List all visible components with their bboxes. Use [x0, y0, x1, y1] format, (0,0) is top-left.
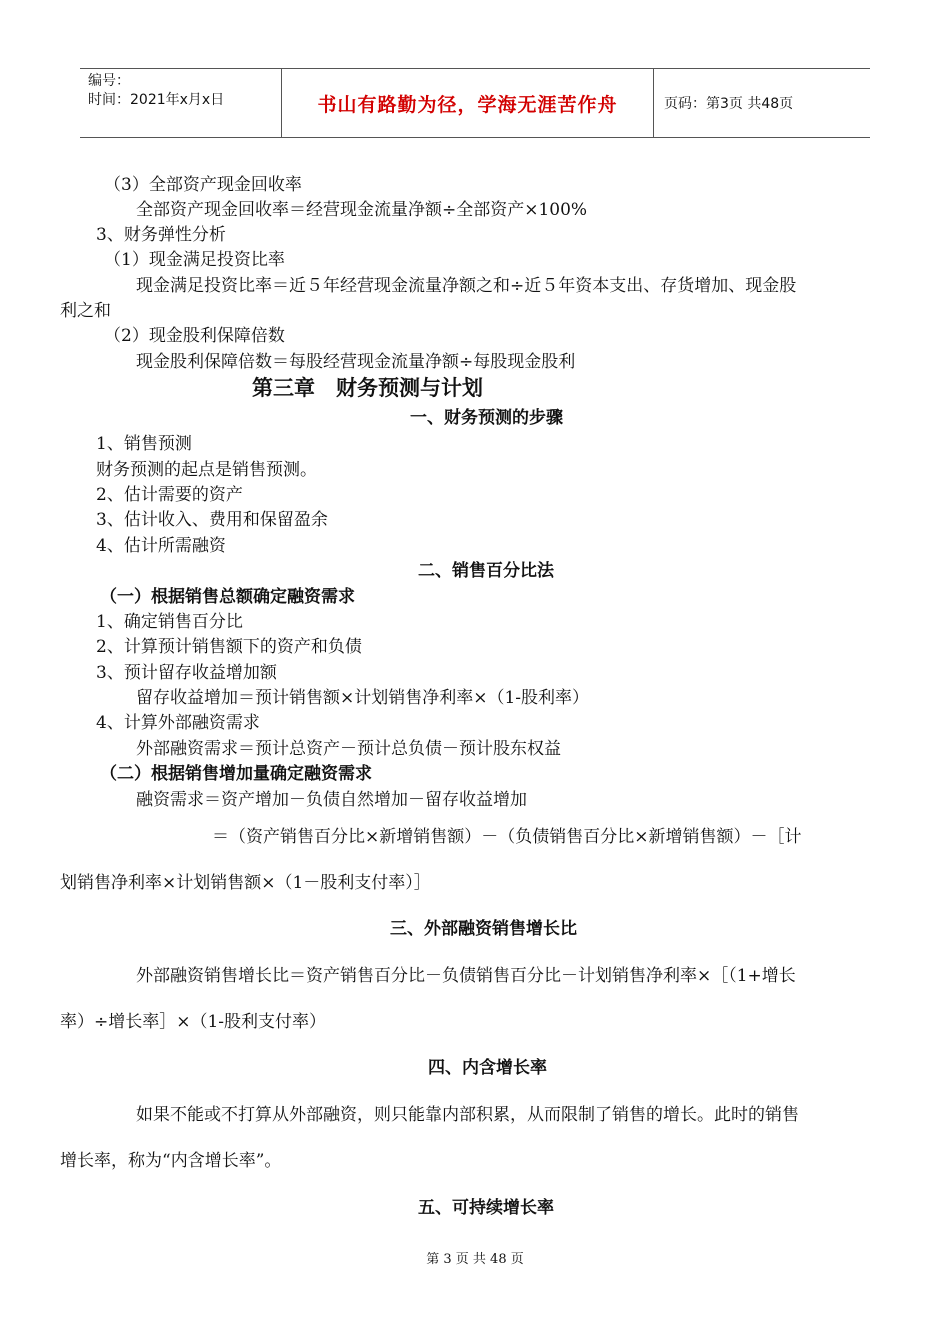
text-line: 3、预计留存收益增加额 [96, 663, 277, 683]
header-meta [80, 69, 282, 137]
text-line: ＝（资产销售百分比×新增销售额）－（负债销售百分比×新增销售额）－［计 [212, 827, 802, 847]
header-page-info: 页码：第3页 共48页 [664, 96, 794, 112]
section-heading: 三、外部融资销售增长比 [390, 919, 577, 939]
text-line: 4、计算外部融资需求 [96, 713, 260, 733]
header-motto: 书山有路勤为径，学海无涯苦作舟 [282, 69, 654, 137]
text-line: 3、估计收入、费用和保留盈余 [96, 510, 328, 530]
time-label: 时间：2021年x月x日 [88, 92, 225, 108]
subsection-heading: （二）根据销售增加量确定融资需求 [100, 764, 372, 784]
text-line: 融资需求＝资产增加－负债自然增加－留存收益增加 [136, 790, 527, 810]
text-line: 3、财务弹性分析 [96, 225, 226, 245]
text-line: 1、销售预测 [96, 434, 192, 454]
text-line: 4、估计所需融资 [96, 536, 226, 556]
text-line: 率）÷增长率］×（1-股利支付率） [60, 1012, 327, 1032]
text-line: 利之和 [60, 301, 111, 321]
text-line: 全部资产现金回收率＝经营现金流量净额÷全部资产×100% [136, 200, 588, 220]
text-line: 留存收益增加＝预计销售额×计划销售净利率×（1-股利率） [136, 688, 590, 708]
text-line: 财务预测的起点是销售预测。 [96, 460, 317, 480]
page-footer: 第 3 页 共 48 页 [426, 1252, 524, 1267]
text-line: 现金股利保障倍数＝每股经营现金流量净额÷每股现金股利 [136, 352, 576, 372]
chapter-title: 第三章 财务预测与计划 [252, 375, 483, 400]
text-line: 2、估计需要的资产 [96, 485, 243, 505]
section-heading: 二、销售百分比法 [418, 561, 554, 581]
text-line: 外部融资销售增长比＝资产销售百分比－负债销售百分比－计划销售净利率×［（1+增长 [136, 966, 796, 986]
number-label: 编号： [88, 73, 130, 89]
text-line: 增长率，称为“内含增长率”。 [60, 1151, 282, 1171]
text-line: 2、计算预计销售额下的资产和负债 [96, 637, 362, 657]
text-line: （1）现金满足投资比率 [104, 250, 285, 270]
section-heading: 五、可持续增长率 [418, 1198, 554, 1218]
section-heading: 四、内含增长率 [428, 1058, 547, 1078]
text-line: 如果不能或不打算从外部融资，则只能靠内部积累，从而限制了销售的增长。此时的销售 [136, 1105, 799, 1125]
text-line: （2）现金股利保障倍数 [104, 326, 285, 346]
text-line: 划销售净利率×计划销售额×（1－股利支付率）］ [60, 873, 431, 893]
text-line: 外部融资需求＝预计总资产－预计总负债－预计股东权益 [136, 739, 561, 759]
page-header [80, 68, 870, 138]
subsection-heading: （一）根据销售总额确定融资需求 [100, 587, 355, 607]
text-line: 1、确定销售百分比 [96, 612, 243, 632]
section-heading: 一、财务预测的步骤 [410, 408, 563, 428]
text-line: 现金满足投资比率＝近５年经营现金流量净额之和÷近５年资本支出、存货增加、现金股 [136, 276, 797, 296]
text-line: （3）全部资产现金回收率 [104, 175, 302, 195]
